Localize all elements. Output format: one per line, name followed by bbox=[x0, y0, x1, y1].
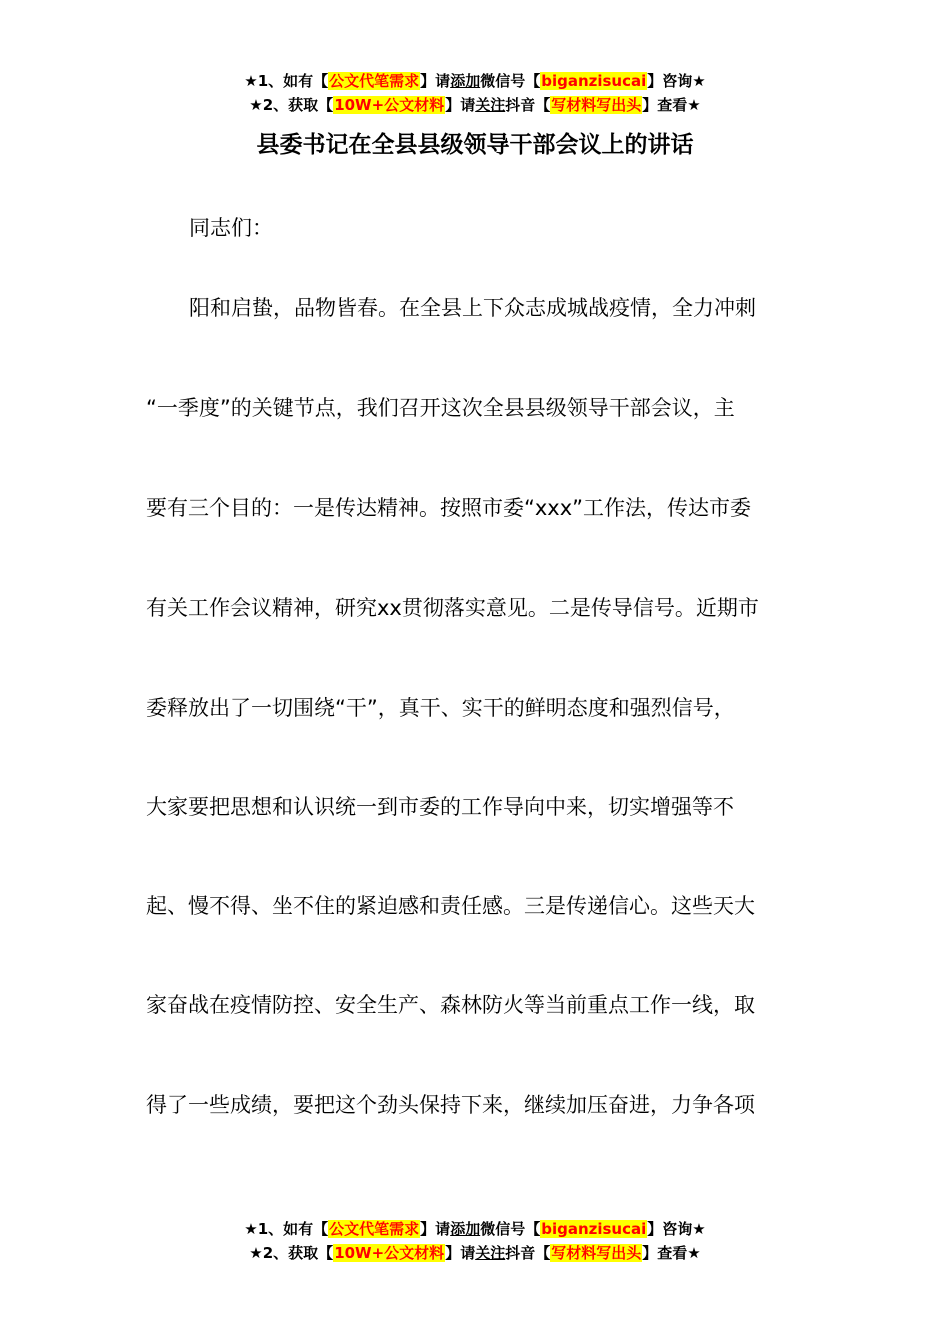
promo-text: ★2、获取【 bbox=[249, 96, 334, 114]
body-line-9: 得了一些成绩，要把这个劲头保持下来，继续加压奋进，力争各项 bbox=[146, 1093, 755, 1117]
promo-underlined: 添加 bbox=[450, 1220, 481, 1238]
body-line-7: 起、慢不得、坐不住的紧迫感和责任感。三是传递信心。这些天大 bbox=[146, 894, 755, 918]
promo-highlight: 10W+公文材料 bbox=[334, 96, 445, 114]
promo-underlined: 添加 bbox=[450, 72, 481, 90]
promo-text: 】请 bbox=[420, 72, 451, 90]
body-line-1: 阳和启蛰，品物皆春。在全县上下众志成城战疫情，全力冲刺 bbox=[189, 296, 756, 320]
promo-underlined: 关注 bbox=[475, 96, 506, 114]
promo-text: 微信号【 bbox=[480, 72, 541, 90]
top-promo-banner bbox=[0, 69, 950, 117]
promo-text: ★1、如有【 bbox=[244, 1220, 329, 1238]
body-line-8: 家奋战在疫情防控、安全生产、森林防火等当前重点工作一线，取 bbox=[146, 993, 755, 1017]
promo-text: 微信号【 bbox=[480, 1220, 541, 1238]
promo-highlight: 10W+公文材料 bbox=[334, 1244, 445, 1262]
document-title: 县委书记在全县县级领导干部会议上的讲话 bbox=[256, 132, 694, 158]
promo-text: ★1、如有【 bbox=[244, 72, 329, 90]
promo-text: 】查看★ bbox=[642, 1244, 701, 1262]
promo-text: 抖音【 bbox=[505, 96, 551, 114]
promo-underlined: 关注 bbox=[475, 1244, 506, 1262]
promo-highlight: 公文代笔需求 bbox=[329, 1220, 420, 1238]
wechat-id-highlight: biganzisucai bbox=[541, 1220, 647, 1238]
promo-text: 】查看★ bbox=[642, 96, 701, 114]
wechat-id-highlight: biganzisucai bbox=[541, 72, 647, 90]
promo-line-2 bbox=[0, 93, 950, 117]
promo-text: ★2、获取【 bbox=[249, 1244, 334, 1262]
body-line-4: 有关工作会议精神，研究xx贯彻落实意见。二是传导信号。近期市 bbox=[146, 596, 759, 620]
body-line-3: 要有三个目的：一是传达精神。按照市委“xxx”工作法，传达市委 bbox=[146, 496, 752, 520]
promo-text: 】请 bbox=[445, 1244, 476, 1262]
body-line-6: 大家要把思想和认识统一到市委的工作导向中来，切实增强等不 bbox=[146, 795, 734, 819]
promo-text: 】请 bbox=[445, 96, 476, 114]
bottom-promo-banner bbox=[0, 1217, 950, 1265]
promo-text: 】咨询★ bbox=[647, 72, 706, 90]
promo-line-1 bbox=[0, 69, 950, 93]
salutation: 同志们： bbox=[189, 216, 273, 240]
promo-text: 抖音【 bbox=[505, 1244, 551, 1262]
body-line-5: 委释放出了一切围绕“干”，真干、实干的鲜明态度和强烈信号， bbox=[146, 696, 735, 720]
douyin-id-highlight: 写材料写出头 bbox=[551, 1244, 642, 1262]
promo-text: 】咨询★ bbox=[647, 1220, 706, 1238]
promo-line-1 bbox=[0, 1217, 950, 1241]
promo-line-2 bbox=[0, 1241, 950, 1265]
body-line-2: “一季度”的关键节点，我们召开这次全县县级领导干部会议，主 bbox=[146, 396, 735, 420]
douyin-id-highlight: 写材料写出头 bbox=[551, 96, 642, 114]
promo-text: 】请 bbox=[420, 1220, 451, 1238]
promo-highlight: 公文代笔需求 bbox=[329, 72, 420, 90]
